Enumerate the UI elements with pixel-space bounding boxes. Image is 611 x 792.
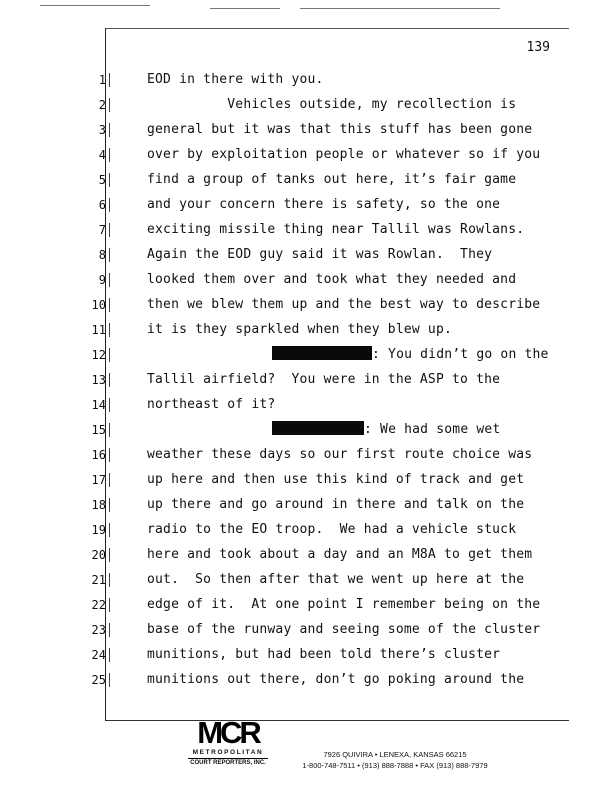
line-number: 19 xyxy=(91,523,106,537)
transcript-line xyxy=(0,645,611,665)
line-number: 17 xyxy=(91,473,106,487)
line-tick xyxy=(109,423,110,437)
line-number: 6 xyxy=(98,198,106,212)
line-text: edge of it. At one point I remember being on the xyxy=(147,597,541,612)
line-number: 7 xyxy=(98,223,106,237)
transcript-line xyxy=(0,70,611,90)
line-number: 4 xyxy=(98,148,106,162)
line-tick xyxy=(109,548,110,562)
line-number: 2 xyxy=(98,98,106,112)
page-number: 139 xyxy=(526,40,550,55)
transcript-line xyxy=(0,320,611,340)
line-tick xyxy=(109,248,110,262)
line-text-redacted-speaker xyxy=(272,420,500,440)
transcript-line xyxy=(0,445,611,465)
transcript-line xyxy=(0,495,611,515)
line-text: general but it was that this stuff has been gone xyxy=(147,122,533,137)
line-tick xyxy=(109,523,110,537)
line-number: 1 xyxy=(98,73,106,87)
transcript-line xyxy=(0,570,611,590)
transcript-line xyxy=(0,95,611,115)
transcript-line xyxy=(0,270,611,290)
transcript-line xyxy=(0,220,611,240)
line-text: radio to the EO troop. We had a vehicle stuck xyxy=(147,522,517,537)
line-tick xyxy=(109,398,110,412)
line-number: 9 xyxy=(98,273,106,287)
line-text: Tallil airfield? You were in the ASP to the xyxy=(147,372,501,387)
footer-contact xyxy=(280,749,510,771)
line-text: then we blew them up and the best way to describe xyxy=(147,297,541,312)
transcript-line xyxy=(0,470,611,490)
line-text: munitions out there, don’t go poking around the xyxy=(147,672,525,687)
transcript-line xyxy=(0,395,611,415)
line-tick xyxy=(109,573,110,587)
transcript-line xyxy=(0,120,611,140)
transcript-line xyxy=(0,145,611,165)
line-number: 11 xyxy=(91,323,106,337)
line-tick xyxy=(109,198,110,212)
transcript-line xyxy=(0,670,611,690)
line-number: 8 xyxy=(98,248,106,262)
line-tick xyxy=(109,173,110,187)
line-text: base of the runway and seeing some of the cluster xyxy=(147,622,541,637)
redaction-block xyxy=(272,346,372,360)
line-text: over by exploitation people or whatever so if you xyxy=(147,147,541,162)
line-text: here and took about a day and an M8A to get them xyxy=(147,547,533,562)
transcript-line xyxy=(0,345,611,365)
line-tick xyxy=(109,473,110,487)
line-number: 24 xyxy=(91,648,106,662)
line-number: 25 xyxy=(91,673,106,687)
scan-artifact-top xyxy=(210,8,280,9)
transcript-line xyxy=(0,545,611,565)
line-number: 13 xyxy=(91,373,106,387)
line-number: 12 xyxy=(91,348,106,362)
scan-artifact-top xyxy=(300,8,500,9)
line-tick xyxy=(109,148,110,162)
transcript-line xyxy=(0,420,611,440)
line-text: northeast of it? xyxy=(147,397,276,412)
line-text: find a group of tanks out here, it’s fair game xyxy=(147,172,517,187)
line-tick xyxy=(109,348,110,362)
line-number: 21 xyxy=(91,573,106,587)
line-tick xyxy=(109,223,110,237)
line-text: it is they sparkled when they blew up. xyxy=(147,322,453,337)
line-tick xyxy=(109,623,110,637)
line-text: exciting missile thing near Tallil was Rowlans. xyxy=(147,222,525,237)
line-text: Vehicles outside, my recollection is xyxy=(147,97,517,112)
line-text: weather these days so our first route choice was xyxy=(147,447,533,462)
line-number: 23 xyxy=(91,623,106,637)
transcript-line xyxy=(0,170,611,190)
line-text: Again the EOD guy said it was Rowlan. They xyxy=(147,247,493,262)
transcript-line xyxy=(0,620,611,640)
line-number: 20 xyxy=(91,548,106,562)
footer-address: 7926 QUIVIRA • LENEXA, KANSAS 66215 xyxy=(323,750,467,759)
court-reporter-logo xyxy=(188,715,268,768)
line-text: up here and then use this kind of track and get xyxy=(147,472,525,487)
line-number: 10 xyxy=(91,298,106,312)
line-tick xyxy=(109,273,110,287)
transcript-line xyxy=(0,595,611,615)
line-text: : We had some wet xyxy=(364,422,501,437)
line-tick xyxy=(109,298,110,312)
line-tick xyxy=(109,498,110,512)
line-number: 22 xyxy=(91,598,106,612)
transcript-line xyxy=(0,295,611,315)
line-number: 18 xyxy=(91,498,106,512)
transcript-line xyxy=(0,370,611,390)
line-number: 3 xyxy=(98,123,106,137)
line-text: munitions, but had been told there’s cluster xyxy=(147,647,501,662)
line-tick xyxy=(109,373,110,387)
line-tick xyxy=(109,123,110,137)
line-text: : You didn’t go on the xyxy=(372,347,549,362)
line-tick xyxy=(109,98,110,112)
line-text: EOD in there with you. xyxy=(147,72,324,87)
line-text: looked them over and took what they needed and xyxy=(147,272,517,287)
line-text-redacted-speaker xyxy=(272,345,549,365)
line-text: out. So then after that we went up here at the xyxy=(147,572,525,587)
logo-letters: MCR xyxy=(197,715,259,750)
line-tick xyxy=(109,448,110,462)
line-number: 5 xyxy=(98,173,106,187)
line-tick xyxy=(109,648,110,662)
line-text: and your concern there is safety, so the one xyxy=(147,197,501,212)
line-number: 15 xyxy=(91,423,106,437)
footer-phones: 1-800-748-7511 • (913) 888-7888 • FAX (913) 888-7979 xyxy=(302,761,488,770)
logo-company-subtitle: COURT REPORTERS, INC. xyxy=(188,758,268,766)
redaction-block xyxy=(272,421,364,435)
line-tick xyxy=(109,73,110,87)
transcript-line xyxy=(0,245,611,265)
transcript-line xyxy=(0,520,611,540)
line-number: 16 xyxy=(91,448,106,462)
logo-company-name: METROPOLITAN xyxy=(192,749,264,756)
line-tick xyxy=(109,673,110,687)
line-tick xyxy=(109,323,110,337)
line-tick xyxy=(109,598,110,612)
transcript-line xyxy=(0,195,611,215)
line-number: 14 xyxy=(91,398,106,412)
line-text: up there and go around in there and talk on the xyxy=(147,497,525,512)
scan-artifact-top xyxy=(40,5,150,6)
